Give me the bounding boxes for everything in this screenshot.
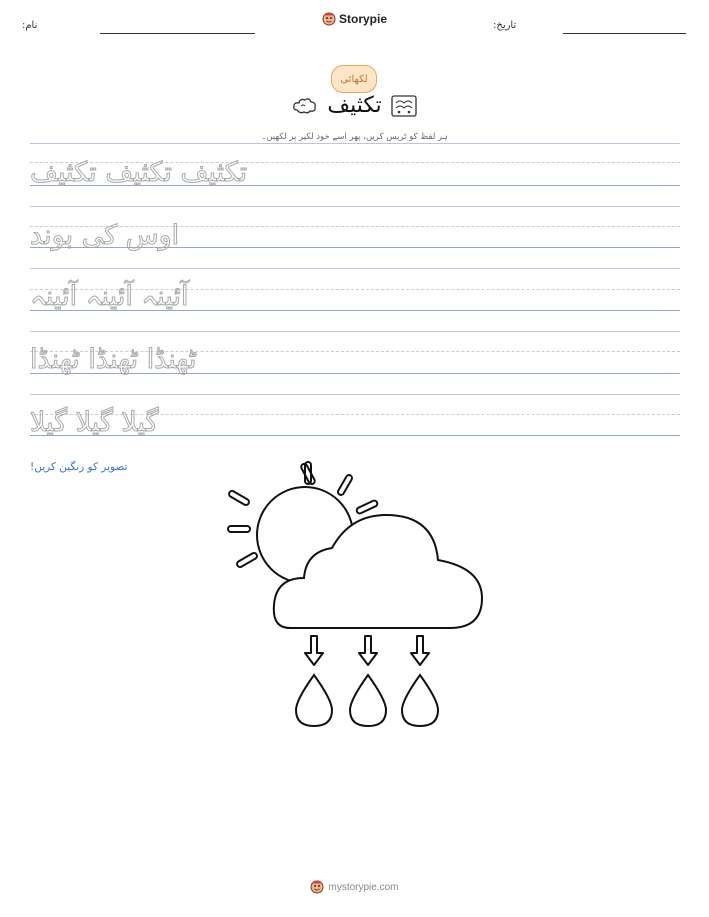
- trace-row-2: اوس کی بوند: [30, 220, 180, 251]
- instruction-text: ہر لفظ کو ٹریس کریں، پھر اسے خود لکیر پر لکھیں۔: [261, 132, 448, 142]
- writing-badge: لکھائی: [331, 65, 377, 93]
- storypie-footer-logo-icon: [310, 880, 324, 894]
- trace-row-1: تکثیف تکثیف تکثیف: [30, 157, 248, 188]
- trace-row-5: گیلا گیلا گیلا: [30, 407, 159, 438]
- footer-url[interactable]: mystorypie.com: [328, 881, 399, 893]
- condensation-scene-icon: [390, 94, 418, 118]
- title-row: [0, 93, 709, 118]
- trace-row-3: آئینہ آئینہ آئینہ: [30, 281, 189, 312]
- sun-cloud-rain-illustration: [220, 460, 490, 730]
- coloring-instruction: تصویر کو رنگین کریں!: [30, 461, 128, 473]
- date-line: [563, 33, 686, 34]
- storypie-logo-icon: [322, 12, 336, 26]
- date-label: تاریخ:: [493, 20, 517, 31]
- brand-name: Storypie: [338, 12, 387, 26]
- cloud-puff-icon: [291, 94, 319, 118]
- brand-logo: [0, 12, 709, 26]
- trace-row-4: ٹھنڈا ٹھنڈا ٹھنڈا: [30, 344, 197, 375]
- page-title: تکثیف: [327, 93, 382, 118]
- name-line: [100, 33, 255, 34]
- name-label: نام:: [22, 20, 38, 31]
- footer: [0, 880, 709, 894]
